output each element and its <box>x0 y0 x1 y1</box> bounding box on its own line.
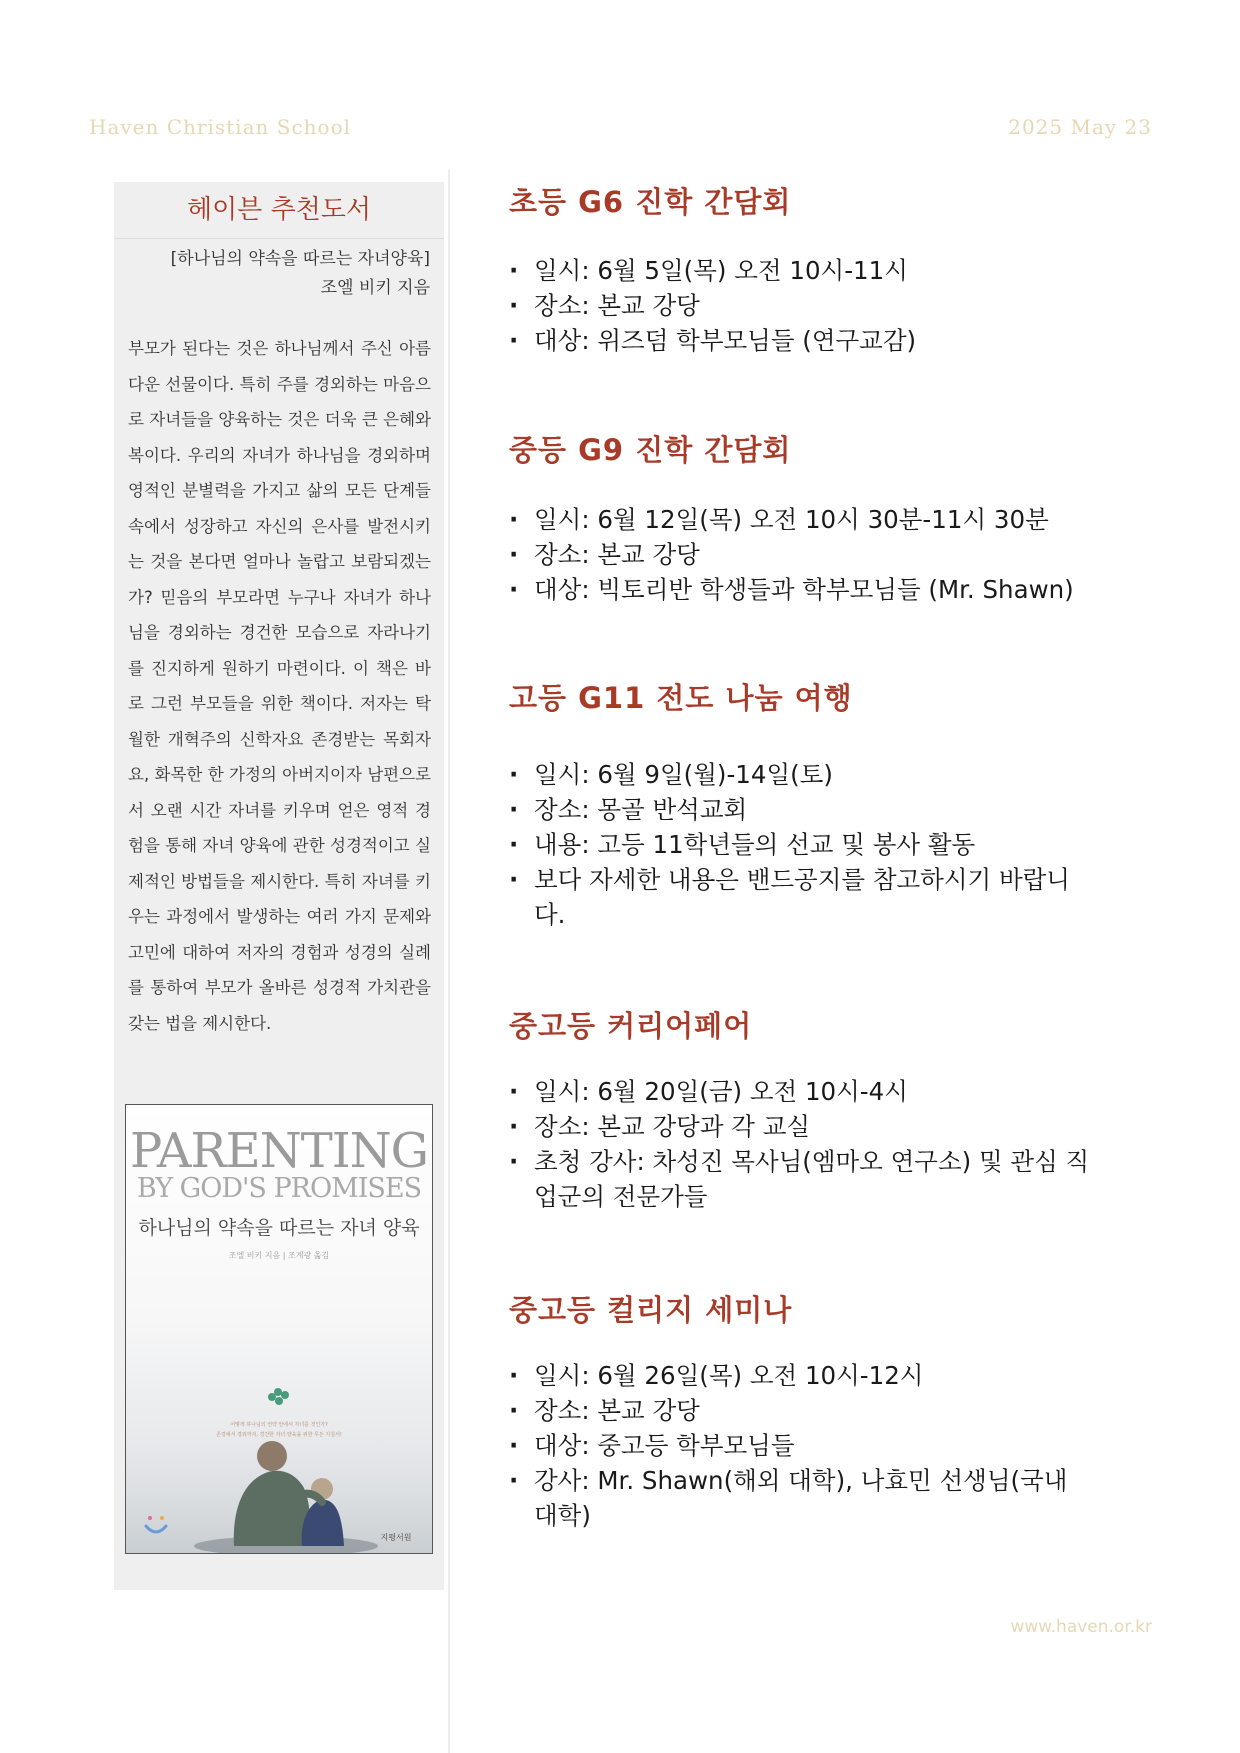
list-item: · 대상: 위즈덤 학부모님들 (연구교감) <box>509 323 1094 358</box>
section-title-g9: 중등 G9 진학 간담회 <box>509 433 792 467</box>
list-item: · 대상: 빅토리반 학생들과 학부모님들 (Mr. Shawn) <box>509 572 1094 607</box>
book-description: 부모가 된다는 것은 하나님께서 주신 아름다운 선물이다. 특히 주를 경외하는 마음으로 자녀들을 양육하는 것은 더욱 큰 은혜와 복이다. 우리의 자녀가 하나님을 경외하며 영적인 분별력을 가지고 삶의 모든 단계들 속에서 성장하고 자신의 은사를 발전시키는 것을 본다면 얼마나 놀랍고 보람되겠는가? 믿음의 부모라면 누구나 자녀가 하나님을 경외하는 경건한 모습으로 자라나기를 진지하게 원하기 마련이다. 이 책은 바로 그런 부모들을 위한 책이다. 저자는 탁월한 개혁주의 신학자요 존경받는 목회자요, 화목한 한 가정의 아버지이자 남편으로서 오랜 시간 자녀를 키우며 얻은 영적 경험을 통해 자녀 양육에 관한 성경적이고 실제적인 방법들을 제시한다. 특히 자녀를 키우는 과정에서 발생하는 여러 가지 문제와 고민에 대하여 저자의 경험과 성경의 실례를 통하여 부모가 올바른 성경적 가치관을 갖는 법을 제시한다. <box>128 339 431 1033</box>
book-cover-image <box>125 1104 433 1554</box>
issue-date: 2025 May 23 <box>1008 115 1152 139</box>
list-item: · 일시: 6월 5일(목) 오전 10시-11시 <box>509 253 1094 288</box>
book-title: [하나님의 약속을 따르는 자녀양육] <box>170 249 430 269</box>
list-item: · 일시: 6월 26일(목) 오전 10시-12시 <box>509 1358 1094 1393</box>
cover-tagline-2: 존경에서 경외까지, 경건한 자녀 양육을 위한 무든 지침서! <box>216 1432 342 1438</box>
cover-tagline-1: 어떻게 하나님의 언약 안에서 자녀를 것인가? <box>230 1422 328 1428</box>
section-title-g11: 고등 G11 전도 나눔 여행 <box>509 681 853 715</box>
cover-illustration <box>126 1340 432 1553</box>
section-title-g6: 초등 G6 진학 간담회 <box>509 185 792 219</box>
list-item: · 장소: 본교 강당 <box>509 288 1094 323</box>
list-item: · 장소: 본교 강당 <box>509 537 1094 572</box>
list-item: · 강사: Mr. Shawn(해외 대학), 나효민 선생님(국내 대학) <box>509 1463 1094 1533</box>
list-item: · 일시: 6월 9일(월)-14일(토) <box>509 757 1094 792</box>
school-name: Haven Christian School <box>89 115 351 139</box>
section-list-career-fair <box>509 1074 1094 1214</box>
list-item: · 내용: 고등 11학년들의 선교 및 봉사 활동 <box>509 827 1094 862</box>
cover-title-korean: 하나님의 약속을 따르는 자녀 양육 <box>138 1217 420 1239</box>
book-author: 조엘 비키 지음 <box>320 278 430 298</box>
cover-publisher: 지평서원 <box>380 1533 412 1542</box>
cover-title-line2: BY GOD'S PROMISES <box>136 1173 422 1204</box>
sidebar-title: 헤이븐 추천도서 <box>114 182 444 239</box>
list-item: · 보다 자세한 내용은 밴드공지를 참고하시기 바랍니다. <box>509 862 1094 932</box>
book-info <box>114 239 444 303</box>
list-item: · 일시: 6월 20일(금) 오전 10시-4시 <box>509 1074 1094 1109</box>
section-title-career-fair: 중고등 커리어페어 <box>509 1009 753 1043</box>
list-item: · 장소: 몽골 반석교회 <box>509 792 1094 827</box>
recommended-book-sidebar <box>114 182 444 1590</box>
list-item: · 일시: 6월 12일(목) 오전 10시 30분-11시 30분 <box>509 502 1094 537</box>
list-item: · 장소: 본교 강당과 각 교실 <box>509 1109 1094 1144</box>
section-list-g6 <box>509 253 1094 358</box>
column-divider <box>448 170 450 1753</box>
list-item: · 초청 강사: 차성진 목사님(엠마오 연구소) 및 관심 직업군의 전문가들 <box>509 1144 1094 1214</box>
list-item: · 장소: 본교 강당 <box>509 1393 1094 1428</box>
website-link[interactable]: www.haven.or.kr <box>1010 1617 1152 1637</box>
cover-author-line: 조엘 비키 지음 | 조계광 옮김 <box>228 1251 330 1260</box>
cover-title-line1: PARENTING <box>129 1123 429 1179</box>
section-list-g9 <box>509 502 1094 607</box>
section-title-college-seminar: 중고등 컬리지 세미나 <box>509 1293 793 1327</box>
section-list-college-seminar <box>509 1358 1094 1533</box>
section-list-g11 <box>509 757 1094 932</box>
list-item: · 대상: 중고등 학부모님들 <box>509 1428 1094 1463</box>
